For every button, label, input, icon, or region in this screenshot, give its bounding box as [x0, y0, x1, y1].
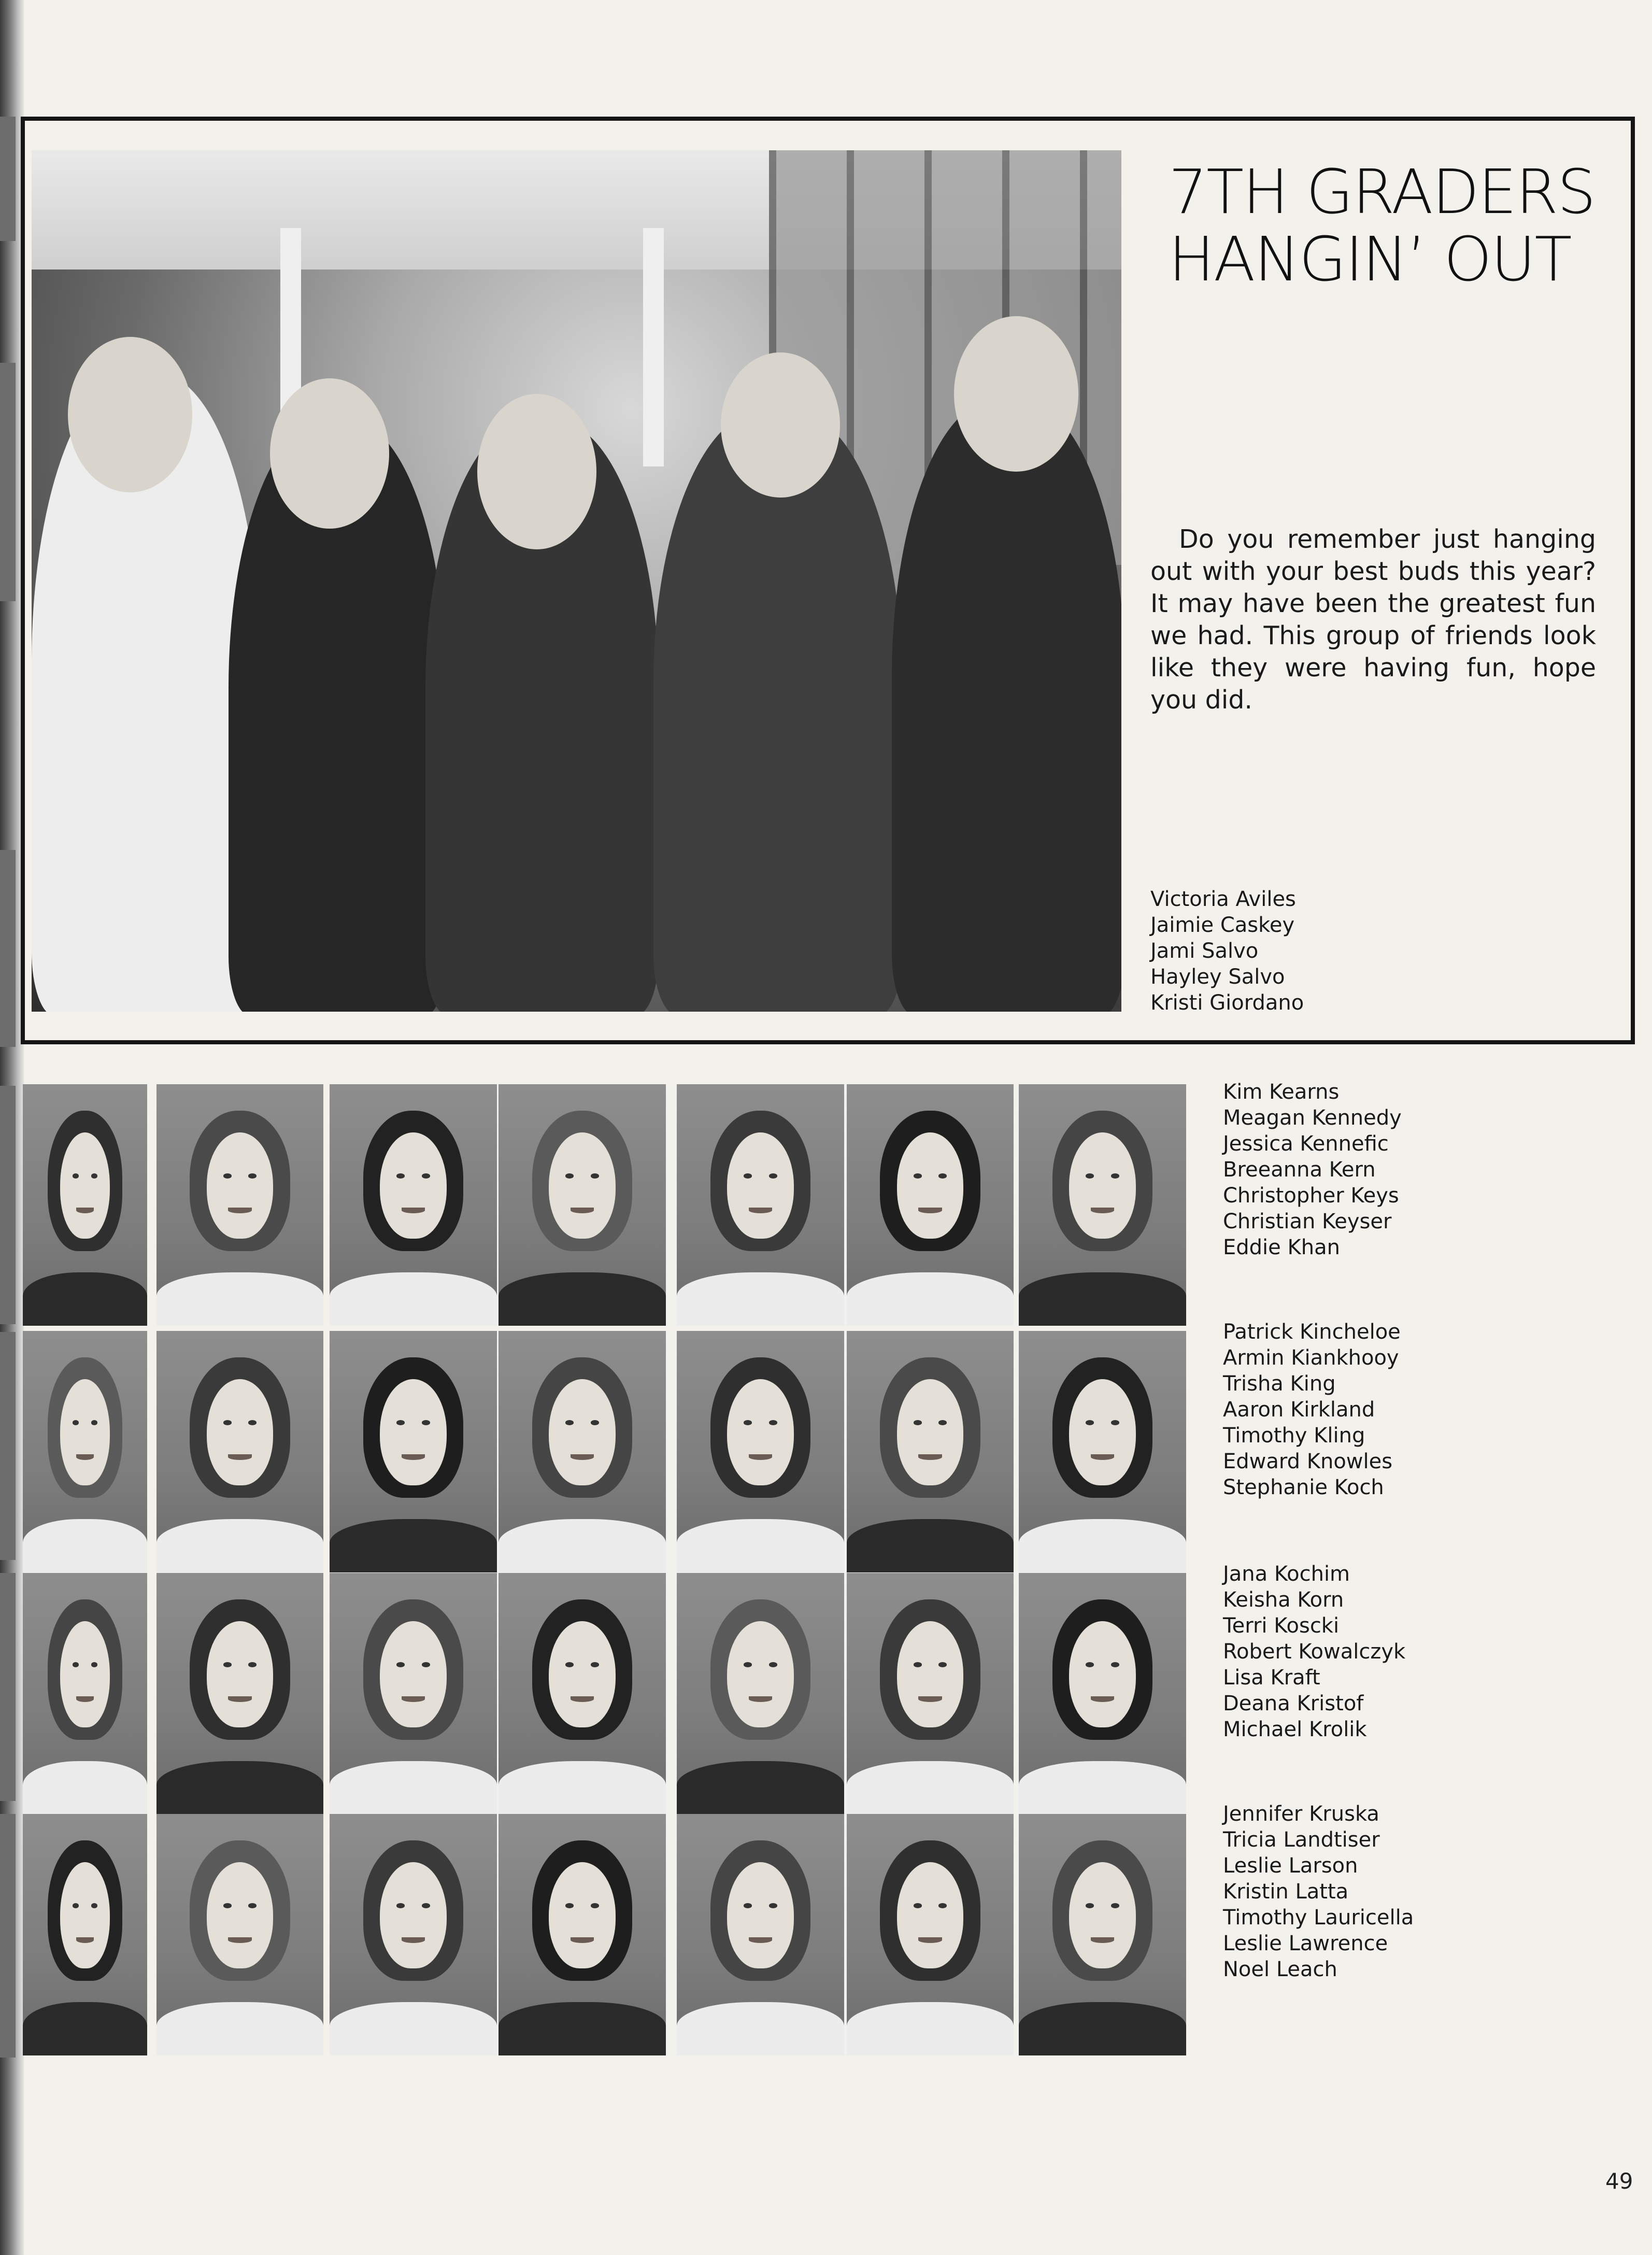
- caption-name: Kristi Giordano: [1150, 991, 1304, 1015]
- student-portrait: [1019, 1814, 1186, 2055]
- student-portrait: [330, 1814, 497, 2055]
- student-portrait: [1019, 1084, 1186, 1326]
- student-name: Aaron Kirkland: [1223, 1398, 1375, 1422]
- group-photo: [32, 150, 1121, 1012]
- facing-page-photo: [0, 1573, 16, 1801]
- student-portrait: [23, 1331, 147, 1572]
- facing-page-photo: [0, 117, 16, 241]
- caption-name: Jami Salvo: [1150, 939, 1259, 963]
- student-name: Jana Kochim: [1223, 1562, 1350, 1586]
- student-portrait: [499, 1084, 666, 1326]
- facing-page-photo: [0, 1332, 16, 1560]
- student-name: Patrick Kincheloe: [1223, 1320, 1401, 1344]
- student-name: Michael Krolik: [1223, 1718, 1367, 1741]
- student-portrait: [23, 1814, 147, 2055]
- student-portrait: [499, 1331, 666, 1572]
- photo-caption: [1150, 886, 1461, 1016]
- student-portrait: [330, 1573, 497, 1814]
- student-name: Deana Kristof: [1223, 1692, 1364, 1715]
- student-name: Jennifer Kruska: [1223, 1802, 1379, 1826]
- student-name: Kim Kearns: [1223, 1080, 1340, 1104]
- feature-paragraph: Do you remember just hanging out with your best buds this year? It may have been the greatest fun we had. This group of friends look like they were having fun, hope you did.: [1150, 524, 1596, 715]
- student-name: Christian Keyser: [1223, 1210, 1392, 1233]
- student-portrait: [156, 1573, 323, 1814]
- student-name: Timothy Lauricella: [1223, 1906, 1414, 1930]
- student-portrait: [677, 1084, 844, 1326]
- student-name: Jessica Kennefic: [1223, 1132, 1389, 1156]
- student-name: Noel Leach: [1223, 1958, 1337, 1981]
- roster-group: [1223, 1561, 1482, 1742]
- title-line-2: HANGIN’ OUT: [1169, 223, 1571, 295]
- student-name: Christopher Keys: [1223, 1184, 1399, 1208]
- student-portrait: [156, 1814, 323, 2055]
- student-portrait: [847, 1331, 1014, 1572]
- roster-group: [1223, 1319, 1482, 1500]
- student-name: Trisha King: [1223, 1372, 1336, 1396]
- student-portrait: [1019, 1331, 1186, 1572]
- facing-page-photo: [0, 1086, 16, 1324]
- student-portrait: [847, 1814, 1014, 2055]
- student-name: Robert Kowalczyk: [1223, 1640, 1406, 1664]
- student-portrait: [23, 1573, 147, 1814]
- student-portrait: [847, 1084, 1014, 1326]
- facing-page-photo: [0, 363, 16, 601]
- student-name: Eddie Khan: [1223, 1236, 1340, 1259]
- roster-group: [1223, 1079, 1482, 1260]
- caption-name: Hayley Salvo: [1150, 965, 1285, 989]
- facing-page-photo: [0, 1814, 16, 2058]
- student-portrait: [847, 1573, 1014, 1814]
- facing-page-photo: [0, 850, 16, 1047]
- student-name: Kristin Latta: [1223, 1880, 1349, 1904]
- student-portrait: [677, 1573, 844, 1814]
- student-name: Stephanie Koch: [1223, 1476, 1384, 1499]
- student-name: Timothy Kling: [1223, 1424, 1365, 1448]
- student-name: Keisha Korn: [1223, 1588, 1344, 1612]
- student-name: Lisa Kraft: [1223, 1666, 1320, 1690]
- student-name: Tricia Landtiser: [1223, 1828, 1380, 1852]
- student-portrait: [677, 1331, 844, 1572]
- page-title: [1169, 158, 1625, 293]
- student-portrait: [23, 1084, 147, 1326]
- student-name: Armin Kiankhooy: [1223, 1346, 1399, 1370]
- student-name: Leslie Lawrence: [1223, 1932, 1388, 1955]
- caption-name: Victoria Aviles: [1150, 887, 1296, 911]
- student-name: Edward Knowles: [1223, 1450, 1393, 1473]
- student-name: Breeanna Kern: [1223, 1158, 1376, 1182]
- student-portrait: [1019, 1573, 1186, 1814]
- title-line-1: 7TH GRADERS: [1169, 156, 1596, 228]
- student-name: Meagan Kennedy: [1223, 1106, 1402, 1130]
- student-portrait: [330, 1331, 497, 1572]
- student-portrait: [156, 1331, 323, 1572]
- roster-group: [1223, 1801, 1482, 1982]
- student-portrait: [156, 1084, 323, 1326]
- student-portrait: [499, 1814, 666, 2055]
- student-portrait: [499, 1573, 666, 1814]
- student-name: Terri Koscki: [1223, 1614, 1340, 1638]
- student-portrait: [677, 1814, 844, 2055]
- student-name: Leslie Larson: [1223, 1854, 1358, 1878]
- student-portrait: [330, 1084, 497, 1326]
- page-number: 49: [1605, 2168, 1633, 2194]
- caption-name: Jaimie Caskey: [1150, 913, 1295, 937]
